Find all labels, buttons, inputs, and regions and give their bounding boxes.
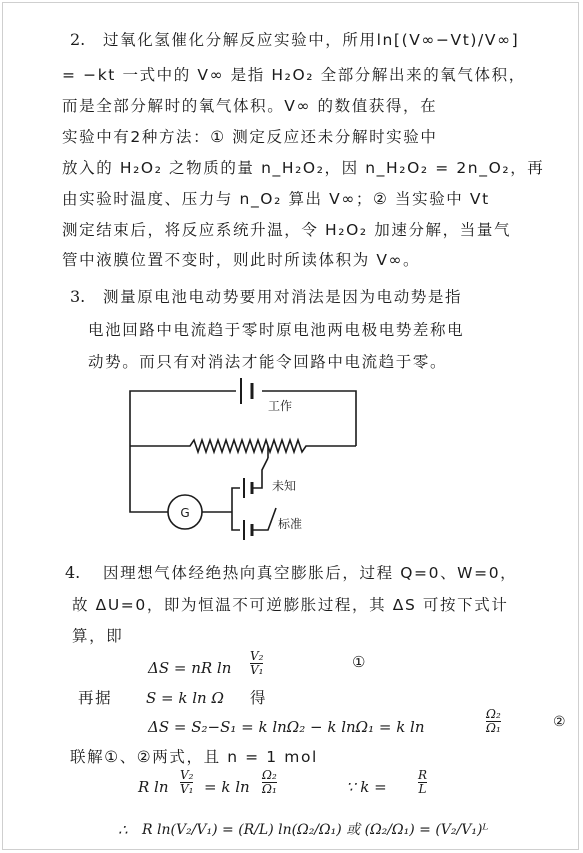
equation-3-lhs: R ln xyxy=(138,778,169,796)
entropy-equation-1: ΔS = nR ln xyxy=(148,659,232,677)
section-3-line-1: 测量原电池电动势要用对消法是因为电动势是指 xyxy=(103,288,463,306)
boltzmann-suffix: 得 xyxy=(250,689,268,707)
circuit-wire xyxy=(130,391,236,446)
section-2-number: 2. xyxy=(70,30,86,49)
boltzmann-equation: S = k ln Ω xyxy=(146,689,224,707)
entropy-equation-2: ΔS = S₂−S₁ = k lnΩ₂ − k lnΩ₁ = k ln xyxy=(148,718,425,736)
section-2-line-6: 由实验时温度、压力与 n_O₂ 算出 V∞；② 当实验中 Vt xyxy=(62,190,490,208)
section-4-line-2: 故 ΔU=0，即为恒温不可逆膨胀过程，其 ΔS 可按下式计 xyxy=(72,596,509,614)
unknown-cell-label: 未知 xyxy=(272,479,297,493)
section-3-line-2: 电池回路中电流趋于零时原电池两电极电势差称电 xyxy=(88,321,465,339)
fraction-denominator: V₁ xyxy=(250,663,264,677)
microstate-ratio-fraction-1 xyxy=(486,708,501,735)
section-2-line-7: 测定结束后，将反应系统升温，令 H₂O₂ 加速分解，当量气 xyxy=(62,221,512,239)
standard-cell-label: 标准 xyxy=(278,517,303,531)
section-3-number: 3. xyxy=(70,287,86,306)
fraction-denominator: Ω₁ xyxy=(262,782,277,796)
working-battery-label: 工作 xyxy=(268,399,293,413)
section-2-line-2: = −kt 一式中的 V∞ 是指 H₂O₂ 全部分解出来的氧气体积， xyxy=(62,66,526,84)
equation-1-tag: ① xyxy=(352,653,366,671)
fraction-denominator: V₁ xyxy=(180,782,194,796)
section-2-line-3: 而是全部分解时的氧气体积。V∞ 的数值获得，在 xyxy=(62,97,438,115)
equation-2-tag: ② xyxy=(553,714,566,730)
switch-wire xyxy=(252,458,268,488)
circuit-wire xyxy=(232,512,240,530)
fraction-numerator: V₂ xyxy=(180,768,194,782)
fraction-numerator: Ω₂ xyxy=(262,768,277,782)
fraction-numerator: V₂ xyxy=(250,649,264,663)
microstate-ratio-fraction-2 xyxy=(262,769,277,796)
equation-3-mid: = k ln xyxy=(204,778,250,796)
section-2-line-1: 过氧化氢催化分解反应实验中，所用ln[(V∞−Vt)/V∞] xyxy=(103,31,520,49)
switch-arm xyxy=(252,508,276,530)
section-2-line-8: 管中液膜位置不变时，则此时所读体积为 V∞。 xyxy=(62,251,421,269)
section-2-line-4: 实验中有2种方法：① 测定反应还未分解时实验中 xyxy=(62,128,438,146)
section-3-line-3: 动势。而只有对消法才能令回路中电流趋于零。 xyxy=(88,353,448,371)
slide-wire-resistor xyxy=(130,440,356,452)
therefore-symbol: ∴ xyxy=(118,821,128,839)
again-label: 再据 xyxy=(78,689,113,707)
final-equation: R ln(V₂/V₁) = (R/L) ln(Ω₂/Ω₁) 或 (Ω₂/Ω₁) = (V₂/V₁)ᴸ xyxy=(142,822,489,838)
volume-ratio-fraction-1 xyxy=(250,650,263,677)
galvanometer-label: G xyxy=(180,506,190,520)
combine-statement: 联解①、②两式，且 n = 1 mol xyxy=(70,748,318,766)
gas-constant-over-avogadro-fraction xyxy=(418,769,427,796)
circuit-wire xyxy=(232,488,240,512)
section-4-line-3: 算，即 xyxy=(72,627,124,645)
fraction-numerator: Ω₂ xyxy=(486,707,501,721)
section-4-number: 4. xyxy=(65,563,81,582)
fraction-numerator: R xyxy=(418,768,428,782)
boltzmann-constant-relation: ∵ k = xyxy=(346,778,387,796)
section-4-line-1: 因理想气体经绝热向真空膨胀后，过程 Q=0、W=0， xyxy=(103,564,518,582)
fraction-denominator: L xyxy=(418,782,427,796)
volume-ratio-fraction-2 xyxy=(180,769,193,796)
fraction-denominator: Ω₁ xyxy=(486,721,501,735)
section-2-line-5: 放入的 H₂O₂ 之物质的量 n_H₂O₂，因 n_H₂O₂ = 2n_O₂，再 xyxy=(62,159,545,177)
circuit-wire xyxy=(130,446,168,512)
